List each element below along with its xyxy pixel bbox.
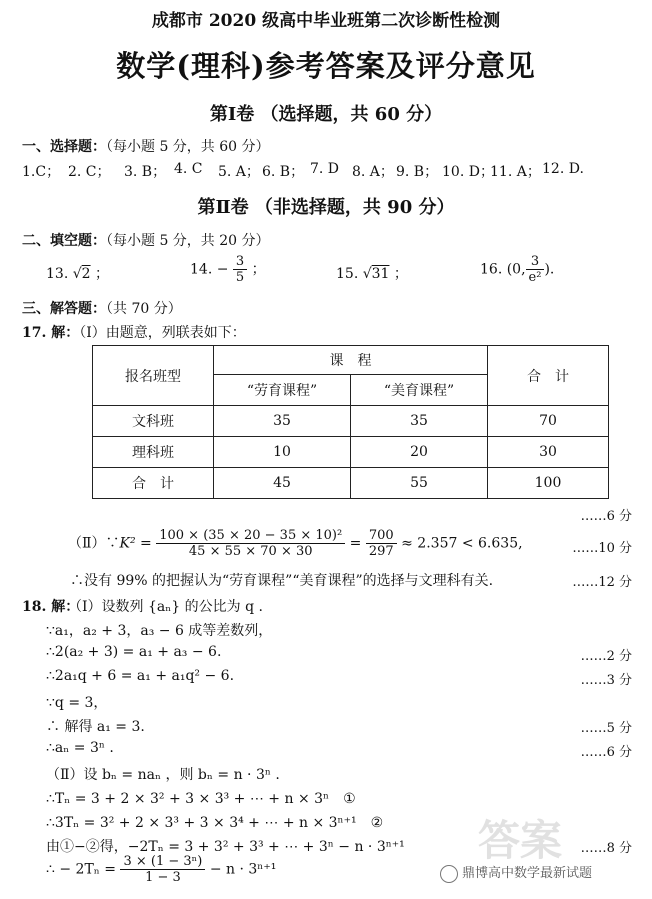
table-row xyxy=(93,406,609,437)
watermark-answer: 答案 xyxy=(478,816,563,865)
choice-answer: 2. C； xyxy=(68,164,111,180)
q14-sign: − xyxy=(216,261,229,278)
fill-section-note: （每小题 5 分，共 20 分） xyxy=(106,233,270,249)
exam-title: 成都市 2020 级高中毕业班第二次诊断性检测 xyxy=(151,11,501,31)
q17-score-2: ……10 分 xyxy=(572,541,632,556)
choice-answer: 12. D. xyxy=(542,161,584,177)
solution-line: ∵a₁，a₂ + 3，a₃ − 6 成等差数列， xyxy=(46,623,273,639)
q16-number: 16. xyxy=(480,261,503,278)
q17-label: 17. 解： xyxy=(22,325,80,341)
table-row-name: 理科班 xyxy=(93,437,214,468)
score-marker: ……3 分 xyxy=(580,673,632,688)
fill-answer-14 xyxy=(190,254,266,285)
q16-denominator: e² xyxy=(528,270,542,285)
final-numerator: 3 × (1 − 3ⁿ) xyxy=(120,854,205,870)
table-row-name: 文科班 xyxy=(93,406,214,437)
solution-line: ∴ 解得 a₁ = 3. xyxy=(46,719,145,735)
fill-answer-16 xyxy=(480,254,554,285)
watermark-account xyxy=(440,862,592,883)
table-cell: 55 xyxy=(351,468,488,499)
choice-section-note: （每小题 5 分，共 60 分） xyxy=(106,139,270,155)
final-prefix: ∴ − 2Tₙ = xyxy=(46,861,117,878)
table-cell: 35 xyxy=(214,406,351,437)
k-denominator: 45 × 55 × 70 × 30 xyxy=(188,544,313,559)
q18-final-formula xyxy=(46,854,276,885)
table-row-name: 合 计 xyxy=(93,468,214,499)
table-col-header-labor: “劳育课程” xyxy=(214,375,351,406)
k-squared-formula xyxy=(68,528,523,559)
choice-answer: 6. B； xyxy=(262,164,305,180)
table-cell: 20 xyxy=(351,437,488,468)
fill-section-heading xyxy=(22,230,270,250)
choice-answer: 8. A； xyxy=(352,164,394,180)
table-row xyxy=(93,437,609,468)
q13-number: 13. xyxy=(46,266,69,282)
k-equals: = xyxy=(349,535,362,552)
choice-answer: 10. D； xyxy=(442,164,494,180)
table-col-header-arts: “美育课程” xyxy=(351,375,488,406)
choice-answer: 5. A； xyxy=(218,164,260,180)
final-suffix: − n · 3ⁿ⁺¹ xyxy=(209,861,277,878)
choice-answer: 3. B； xyxy=(124,164,167,180)
watermark-account-text: 鼎博高中数学最新试题 xyxy=(462,866,593,881)
k-numerator-2: 700 xyxy=(366,528,397,544)
table-cell: 100 xyxy=(488,468,609,499)
q17-intro: （Ⅰ）由题意，列联表如下： xyxy=(79,325,246,341)
k-fraction xyxy=(156,528,345,559)
solve-section-note: （共 70 分） xyxy=(106,301,182,317)
solution-line: （Ⅱ）设 bₙ = naₙ ，则 bₙ = n · 3ⁿ . xyxy=(46,767,280,783)
q17-part2-prefix: （Ⅱ）∵ xyxy=(68,535,120,552)
q14-fraction xyxy=(233,254,247,285)
table-total-header: 合 计 xyxy=(488,346,609,406)
q14-end: ； xyxy=(251,261,266,278)
solution-line: ∴3Tₙ = 3² + 2 × 3³ + 3 × 3⁴ + ⋯ + n × 3ⁿ⁺¹ ② xyxy=(46,815,384,831)
choice-section-label: 一、选择题： xyxy=(22,139,106,155)
table-corner-header: 报名班型 xyxy=(93,346,214,406)
score-marker: ……5 分 xyxy=(580,721,632,736)
k-fraction-2 xyxy=(366,528,397,559)
q15-number: 15. xyxy=(336,266,359,282)
table-cell: 70 xyxy=(488,406,609,437)
wechat-icon xyxy=(440,865,458,883)
solution-line: ∴Tₙ = 3 + 2 × 3² + 3 × 3³ + ⋯ + n × 3ⁿ ① xyxy=(46,791,356,807)
k-numerator: 100 × (35 × 20 − 35 × 10)² xyxy=(156,528,345,544)
table-group-header: 课 程 xyxy=(214,346,488,375)
k-approx: ≈ 2.357 < 6.635, xyxy=(401,535,523,552)
q13-radicand: 2 xyxy=(81,266,91,282)
q16-fraction xyxy=(526,254,545,285)
solve-section-label: 三、解答题： xyxy=(22,301,106,317)
table-cell: 10 xyxy=(214,437,351,468)
q16-prefix: (0, xyxy=(506,261,526,278)
q17-heading xyxy=(22,322,246,342)
solution-line: （Ⅰ）设数列 {aₙ} 的公比为 q . xyxy=(68,599,263,615)
q14-numerator: 3 xyxy=(233,254,247,270)
table-cell: 35 xyxy=(351,406,488,437)
solution-line: ∵q = 3， xyxy=(46,695,108,711)
q14-number: 14. xyxy=(190,261,213,278)
solution-line: ∴2(a₂ + 3) = a₁ + a₃ − 6. xyxy=(46,644,222,660)
solve-section-heading xyxy=(22,298,182,318)
q17-score-1: ……6 分 xyxy=(580,509,632,524)
q13-end: ； xyxy=(95,266,110,282)
choice-answer: 11. A； xyxy=(490,164,541,180)
k-denominator-2: 297 xyxy=(368,544,394,559)
k-label: K² = xyxy=(119,535,152,552)
fill-section-label: 二、填空题： xyxy=(22,233,106,249)
doc-title: 数学(理科)参考答案及评分意见 xyxy=(116,49,536,83)
score-marker: ……6 分 xyxy=(580,745,632,760)
score-marker: ……2 分 xyxy=(580,649,632,664)
choice-section-heading xyxy=(22,136,270,156)
fill-answer-15: 15. √31 ； xyxy=(336,266,408,282)
q15-radicand: 31 xyxy=(371,266,390,282)
solution-line: ∴aₙ = 3ⁿ . xyxy=(46,740,114,756)
table-cell: 30 xyxy=(488,437,609,468)
part1-title: 第Ⅰ卷 （选择题，共 60 分） xyxy=(209,104,443,125)
choice-answer: 1.C； xyxy=(22,164,61,180)
q14-denominator: 5 xyxy=(235,270,245,285)
q18-label: 18. 解： xyxy=(22,599,80,615)
table-cell: 45 xyxy=(214,468,351,499)
table-row xyxy=(93,468,609,499)
choice-answer: 7. D xyxy=(310,161,340,177)
fill-answer-13: 13. √2 ； xyxy=(46,266,110,282)
q15-end: ； xyxy=(393,266,408,282)
q17-conclusion: ∴没有 99% 的把握认为“劳育课程”“美育课程”的选择与文理科有关. xyxy=(70,573,494,589)
solution-line: ∴2a₁q + 6 = a₁ + a₁q² − 6. xyxy=(46,668,235,684)
choice-answer: 4. C xyxy=(174,161,203,177)
solution-line: 由①−②得，−2Tₙ = 3 + 3² + 3³ + ⋯ + 3ⁿ − n · 3ⁿ⁺¹ xyxy=(46,839,405,855)
part2-title: 第Ⅱ卷 （非选择题，共 90 分） xyxy=(197,197,455,218)
q17-score-3: ……12 分 xyxy=(572,575,632,590)
final-fraction xyxy=(120,854,205,885)
final-denominator: 1 − 3 xyxy=(145,870,181,885)
score-marker: ……8 分 xyxy=(580,841,632,856)
q16-end: ). xyxy=(544,261,555,278)
choice-answer: 9. B； xyxy=(396,164,439,180)
q16-numerator: 3 xyxy=(526,254,545,270)
contingency-table xyxy=(92,345,609,499)
